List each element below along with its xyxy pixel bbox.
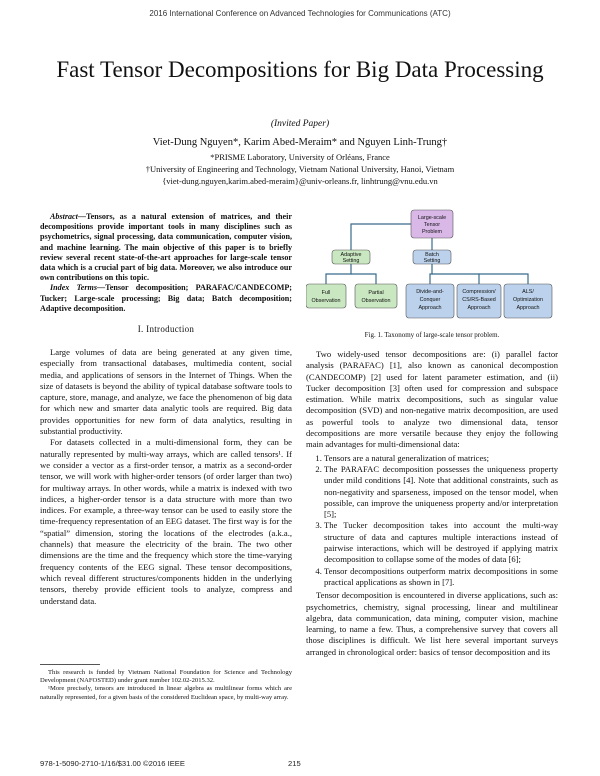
node-partial: [355, 284, 397, 308]
adaptive-label-2: Setting: [342, 258, 360, 264]
isbn-line: 978-1-5090-2710-1/16/$31.00 ©2016 IEEE: [40, 759, 185, 768]
conference-header: 2016 International Conference on Advanced Technologies for Communications (ATC): [149, 9, 451, 18]
abstract-text: —Tensors, as a natural extension of matrices, and their decompositions provide important tools in many disciplines such as psychometrics, signal processing, data communication, computer vision, and machine learning. The main objective of this paper is to briefly review several recent state-of-the-art approaches for large-scale tensor data which is a crucial part of big data. Moreover, we also introduce our own contributions on this topic.: [40, 212, 292, 283]
affiliation-1: *PRISME Laboratory, University of Orléans, France: [210, 152, 390, 162]
root-label-3: Problem: [421, 229, 443, 235]
list-item: 4. Tensor decompositions outperform matrix decompositions in some practical applications as shown in [7].: [324, 566, 558, 589]
paragraph: For datasets collected in a multi-dimensional form, they can be naturally represented by multi-way arrays, which are called tensors¹. If we consider a vector as a first-order tensor, a matrix as a second-order tensor, we will work with higher-order tensors (of order larger than two) for multiway arrays. In other words, while a matrix is indexed with two indices, a higher-order tensor is a data structure with more than two indices. For example, a three-way tensor can be used to easily store the time-frequency representation of an EEG dataset. The first way is for the “spatial” dimension, storing the locations of the electrodes (a.k.a., channels) that measure the electricity of the brain. The two other dimensions are the time and the frequency which store the time-varying frequency contents of the EEG signal. These tensor decompositions, which reveal different structures/components hidden in the underlying tensors, thereby provide efficient tools to analyze, compress and understand data.: [40, 437, 292, 606]
introduction-body: [40, 347, 292, 607]
list-item: 1. Tensors are a natural generalization of matrices;: [324, 453, 558, 464]
als-label-3: Approach: [516, 305, 540, 311]
author-emails: {viet-dung.nguyen,karim.abed-meraim}@univ-orleans.fr, linhtrung@vnu.edu.vn: [162, 176, 438, 186]
node-full: [306, 284, 346, 308]
edge-adaptive-full: [326, 264, 351, 284]
paragraph: Tensor decomposition is encountered in diverse applications, such as: psychometrics, chemistry, signal processing, linear and multilinear algebra, data communication, data mining, computer vision, machine learning, to name a few. Thus, a comprehensive survey that covers all those disciplines is difficult. We list here several important surveys arranged in chronological order: basics of tensor decomposition and its: [306, 590, 558, 657]
figure-caption: Fig. 1. Taxonomy of large-scale tensor problem.: [364, 331, 500, 339]
abstract-label: Abstract: [50, 212, 78, 221]
divide-label-3: Approach: [418, 305, 442, 311]
batch-label-1: Batch: [425, 252, 439, 258]
root-label-1: Large-scale: [417, 215, 447, 221]
right-column-body: [306, 349, 558, 658]
batch-label-2: Setting: [423, 258, 441, 264]
compression-label-2: CS/RS-Based: [462, 297, 496, 303]
paragraph: Two widely-used tensor decompositions are: (i) parallel factor analysis (PARAFAC) [1], also known as canonical decompostion (CANDECOMP) [2] used for latent parameter estimation, and (ii) Tucker decomposition [3] often used for compression and subspace estimation. While matrix decompositions, such as singular value decomposition (SVD) and non-negative matrix decomposition, are used as powerful tools to analyze two dimensional data, tensor decompositions are more versatile because they enjoy the following main advantages for multi-dimensional data:: [306, 349, 558, 450]
divide-label-1: Divide-and-: [416, 289, 444, 295]
divide-label-2: Conquer: [419, 297, 441, 303]
funding-footnote: This research is funded by Vietnam National Foundation for Science and Technology Development (NAFOSTED) under grant number 102.02-2015.32.: [40, 669, 292, 685]
partial-label-1: Partial: [368, 290, 384, 296]
paragraph: Large volumes of data are being generated at any given time, especially from transactional databases, multimedia content, social media, and applications of sensors in the Internet of Things. When the size of datasets is beyond the ability of typical database software tools to capture, store, manage, and analyze, we face the phenomenon of big data for which new and smarter data analytic tools are required. Big data provides opportunities for new form of data analytics, resulting in substantial productivity.: [40, 347, 292, 437]
taxonomy-figure: [306, 208, 558, 324]
full-label-2: Observation: [311, 298, 341, 304]
invited-note: (Invited Paper): [270, 119, 330, 129]
advantages-list: [306, 453, 558, 589]
paper-title: Fast Tensor Decompositions for Big Data Processing: [56, 57, 544, 82]
root-label-2: Tensor: [423, 222, 441, 228]
edge-batch-als: [479, 274, 528, 284]
abstract: [40, 212, 292, 314]
list-item: 3. The Tucker decomposition takes into account the multi-way structure of data and captures multiple interactions instead of pairwise interactions, which will be destroyed if applying matrix decomposition to collapse some of the modes of data [6];: [324, 520, 558, 565]
list-item: 2. The PARAFAC decomposition possesses the uniqueness property under mild conditions [4]. Note that additional constraints, such as non-negativity and sparseness, imposed on the tensor model, when possible, can improve the uniqueness property and/or interpretation [5];: [324, 464, 558, 520]
full-label-1: Full: [321, 290, 331, 296]
section-heading: I. Introduction: [137, 324, 195, 334]
edge-root-adaptive: [351, 224, 411, 250]
edge-batch-divide: [430, 264, 432, 284]
edge-batch-compression: [432, 274, 479, 284]
als-label-2: Optimization: [513, 297, 543, 303]
page-number: 215: [288, 759, 301, 768]
als-label-1: ALS/: [522, 289, 534, 295]
partial-label-2: Observation: [361, 298, 391, 304]
footnotes: [40, 669, 292, 702]
compression-label-3: Approach: [467, 305, 491, 311]
author-list: Viet-Dung Nguyen*, Karim Abed-Meraim* and Nguyen Linh-Trung†: [152, 137, 448, 148]
compression-label-1: Compression/: [462, 289, 496, 295]
index-terms-text: —Tensor decomposition; PARAFAC/CANDECOMP; Tucker; Large-scale processing; Big data; Batch decomposition; Adaptive decomposition.: [40, 283, 292, 313]
adaptive-label-1: Adaptive: [340, 252, 362, 258]
tensor-footnote: ¹More precisely, tensors are introduced in linear algebra as multilinear forms which are naturally represented, for a given basis of the considered Euclidean space, by multi-way array.: [40, 685, 292, 701]
edge-adaptive-partial: [351, 274, 376, 284]
index-terms-label: Index Terms: [50, 283, 97, 293]
affiliation-2: †University of Engineering and Technology, Vietnam National University, Hanoi, Vietnam: [145, 164, 455, 174]
footnote-rule: [40, 664, 100, 665]
